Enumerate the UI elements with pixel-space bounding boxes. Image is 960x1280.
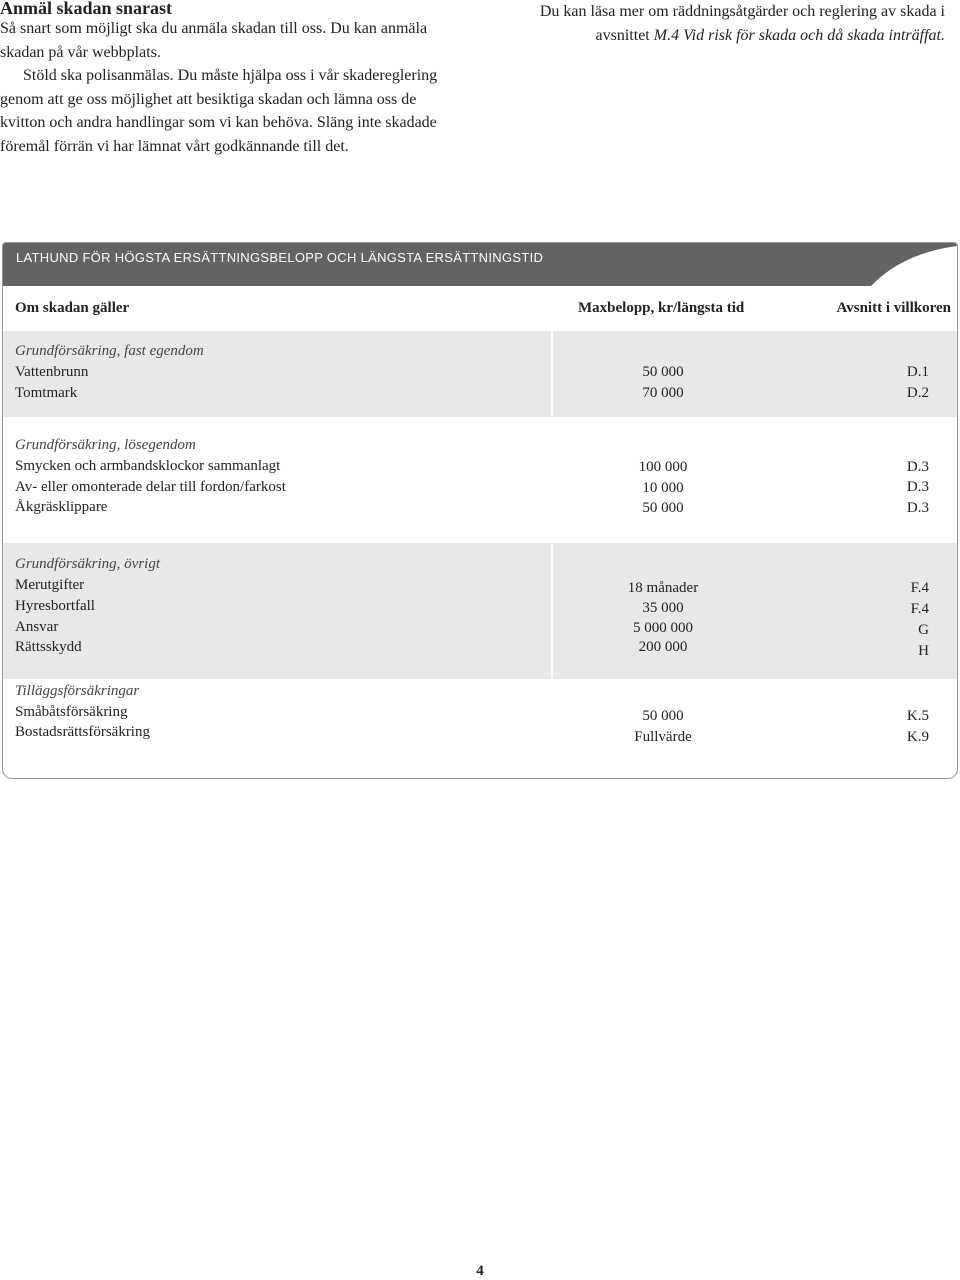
table-row-label: Av- eller omonterade delar till fordon/farkost [15,479,286,495]
table-row-section: H [918,643,929,659]
column-header-max-amount: Maxbelopp, kr/längsta tid [578,300,745,316]
group-title: Grundförsäkring, övrigt [15,556,161,572]
table-row-amount: 5 000 000 [633,620,693,636]
column-header-section: Avsnitt i villkoren [836,300,951,316]
table-row-section: D.3 [906,459,929,475]
group-title: Tilläggsförsäkringar [15,683,140,699]
table-row-amount: 200 000 [638,639,688,655]
table-row-section: F.4 [910,601,929,617]
left-column [0,0,462,158]
right-text: Du kan läsa mer om räddningsåtgärder och reglering av skada i avsnittet [539,3,945,44]
column-header-subject: Om skadan gäller [15,300,130,316]
section-reference: M.4 Vid risk för skada och då skada inträffat. [653,26,945,44]
table-row-label: Åkgräsklippare [15,499,108,515]
table-row-amount: Fullvärde [634,729,692,745]
table-row-label: Småbåtsförsäkring [15,704,128,720]
table-row-section: K.9 [906,729,929,745]
table-header-bar [3,243,957,286]
table-title: LATHUND FÖR HÖGSTA ERSÄTTNINGSBELOPP OCH LÄNGSTA ERSÄTTNINGSTID [16,250,544,265]
table-row-label: Ansvar [15,619,59,635]
table-row-amount: 50 000 [642,364,684,380]
table-row-section: D.3 [906,479,929,495]
table-row-label: Merutgifter [15,577,85,593]
table-row-section: F.4 [910,580,929,596]
table-group-add-ons [3,679,957,778]
table-row-section: D.2 [906,385,929,401]
table-row-amount: 70 000 [642,385,684,401]
table-row-section: D.3 [906,500,929,516]
table-row-amount: 35 000 [642,600,684,616]
table-row-section: G [918,622,929,638]
table-row-amount: 18 månader [627,580,699,596]
section-heading: Anmäl skadan snarast [0,0,173,18]
table-row-amount: 50 000 [642,500,684,516]
table-row-section: D.1 [906,364,929,380]
paragraph-report: Så snart som möjligt ska du anmäla skadan till oss. Du kan anmäla skadan på vår webbplats. [0,20,428,61]
table-row-label: Smycken och armbandsklockor sammanlagt [15,458,281,474]
table-row-amount: 10 000 [642,480,684,496]
table-row-amount: 50 000 [642,708,684,724]
page-number: 4 [476,1263,484,1279]
table-row-label: Tomtmark [15,385,78,401]
table-row-label: Hyresbortfall [15,598,95,614]
table-row-amount: 100 000 [638,459,688,475]
table-row-label: Rättsskydd [15,639,82,655]
group-title: Grundförsäkring, lösegendom [15,437,196,453]
table-row-label: Vattenbrunn [15,364,89,380]
table-row-section: K.5 [906,708,929,724]
table-group-movable-property [3,417,957,543]
paragraph-police: Stöld ska polisanmälas. Du måste hjälpa oss i vår skadereglering genom att ge oss möjlighet att besiktiga skadan och lämna oss de kvitton och andra handlingar som vi kan behöva. Släng inte skadade föremål förrän vi har lämnat vårt godkännande till det. [0,67,438,155]
group-title: Grundförsäkring, fast egendom [15,343,204,359]
table-row-label: Bostadsrättsförsäkring [15,724,150,740]
table-group-fixed-property [3,331,957,417]
right-column [500,0,945,47]
reference-table-box [2,242,958,779]
table-group-other [3,543,957,679]
